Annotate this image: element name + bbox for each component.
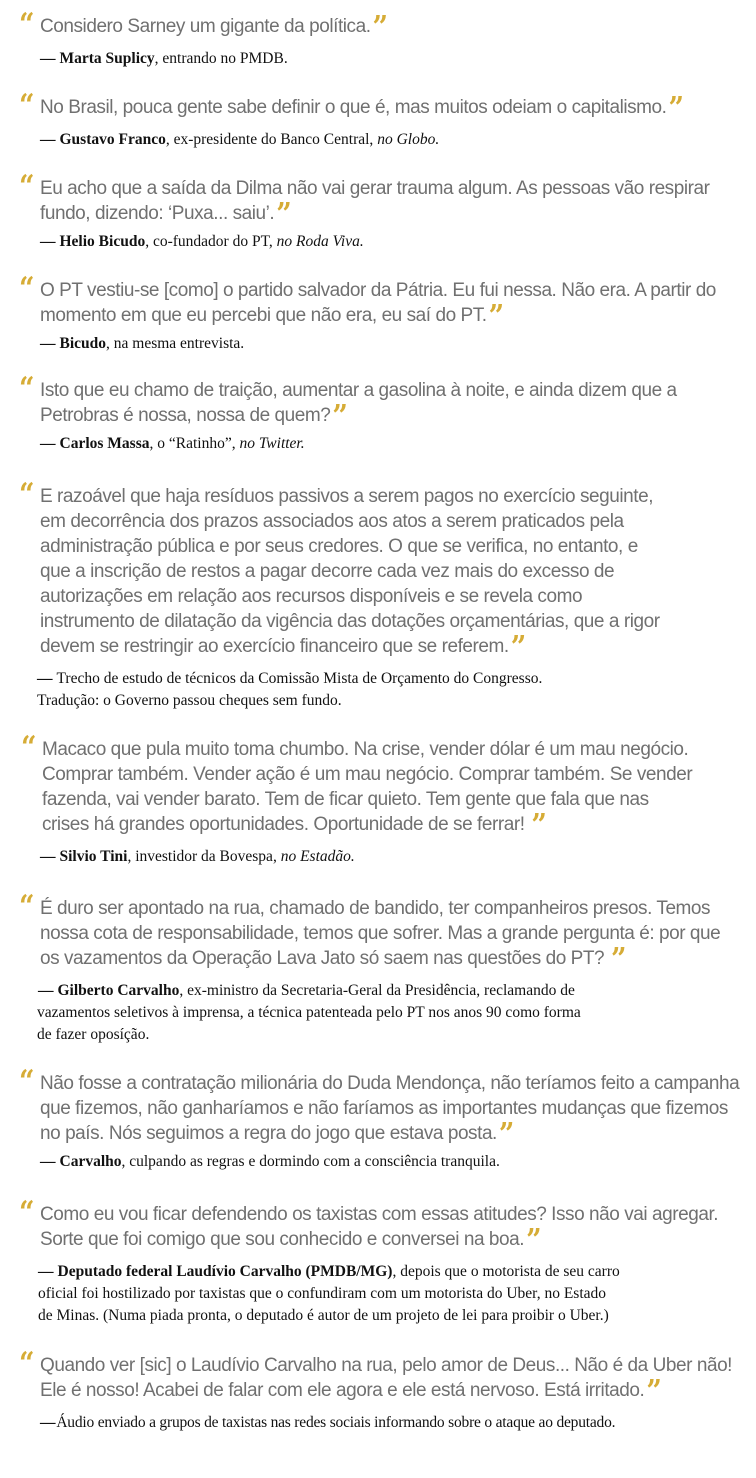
attribution — [0, 668, 756, 712]
attribution-line: de Minas. (Numa piada pronta, o deputado é autor de um projeto de lei para proibir o Uber.) — [38, 1307, 609, 1324]
attribution-detail: , ex-ministro da Secretaria-Geral da Presidência, reclamando de — [179, 982, 575, 999]
quote-body: Macaco que pula muito toma chumbo. Na crise, vender dólar é um mau negócio. Comprar também. Vender ação é um mau negócio. Comprar também. Se vender fazenda, vai vender barato. Tem de ficar quieto. Tem gente que fala que nas crises há grandes oportunidades. Oportunidade de se ferrar! — [42, 739, 693, 835]
quote-body: Isto que eu chamo de traição, aumentar a gasolina à noite, e ainda dizem que a Petrobras é nossa, nossa de quem? — [40, 380, 677, 426]
attribution-detail: , depois que o motorista de seu carro — [392, 1263, 620, 1280]
quote-text — [0, 477, 756, 665]
attribution — [0, 433, 756, 455]
close-quote-mark: ” — [611, 942, 627, 977]
quote-item — [0, 371, 756, 455]
attribution-author: Carlos Massa — [59, 435, 150, 452]
open-quote-mark: “ — [19, 371, 35, 406]
attribution-source: no Globo. — [377, 131, 440, 148]
open-quote-mark: “ — [19, 889, 35, 924]
quote-text — [0, 730, 756, 843]
open-quote-mark: “ — [19, 88, 35, 123]
attribution — [0, 231, 756, 253]
attribution — [0, 846, 756, 868]
quote-body: Eu acho que a saída da Dilma não vai gerar trauma algum. As pessoas vão respirar fundo, dizendo: ‘Puxa... saiu’. — [40, 178, 710, 224]
attribution-dash: — — [40, 435, 56, 452]
open-quote-mark: “ — [19, 477, 35, 512]
attribution-detail: , ex-presidente do Banco Central, — [165, 131, 378, 148]
quote-item — [0, 7, 756, 70]
close-quote-mark: ” — [498, 1117, 514, 1152]
attribution-dash: — — [40, 50, 56, 67]
close-quote-mark: ” — [510, 630, 526, 665]
attribution — [0, 129, 756, 151]
attribution-dash: — — [40, 335, 56, 352]
attribution-detail: , o “Ratinho”, — [149, 435, 240, 452]
open-quote-mark: “ — [19, 169, 35, 204]
quote-body: O PT vestiu-se [como] o partido salvador da Pátria. Eu fui nessa. Não era. A partir do momento em que eu percebi que não era, eu saí do PT. — [40, 280, 716, 326]
attribution-line — [38, 1261, 746, 1283]
attribution-detail: , na mesma entrevista. — [106, 335, 245, 352]
attribution-author: Gustavo Franco — [59, 131, 166, 148]
close-quote-mark: ” — [488, 299, 504, 334]
quote-body: Considero Sarney um gigante da política. — [40, 16, 371, 37]
quote-text — [0, 1064, 756, 1152]
attribution-author: Carvalho — [59, 1153, 122, 1170]
quote-text — [0, 889, 756, 977]
attribution-line: de fazer oposíção. — [37, 1026, 150, 1043]
open-quote-mark: “ — [21, 730, 37, 765]
attribution-detail: , investidor da Bovespa, — [127, 848, 281, 865]
quote-item — [0, 730, 756, 868]
attribution-dash: — — [40, 233, 56, 250]
open-quote-mark: “ — [19, 271, 35, 306]
attribution-author: Silvio Tini — [59, 848, 128, 865]
quote-body: No Brasil, pouca gente sabe definir o que é, mas muitos odeiam o capitalismo. — [40, 97, 667, 118]
attribution-dash: — — [40, 1153, 56, 1170]
close-quote-mark: ” — [526, 1223, 542, 1258]
quote-text — [0, 271, 756, 334]
close-quote-mark: ” — [276, 197, 292, 232]
quote-body: É duro ser apontado na rua, chamado de bandido, ter companheiros presos. Temos nossa cota de responsabilidade, temos que sofrer. Mas a grande pergunta é: por que os vazamentos da Operação Lava Jato só saem nas questões do PT? — [40, 898, 721, 969]
attribution-line: vazamentos seletivos à imprensa, a técnica patenteada pelo PT nos anos 90 como forma — [37, 1004, 581, 1021]
attribution-detail: Áudio enviado a grupos de taxistas nas redes sociais informando sobre o ataque ao deputado. — [56, 1414, 616, 1431]
close-quote-mark: ” — [646, 1374, 662, 1409]
attribution-author: Gilberto Carvalho — [57, 982, 180, 999]
quote-text — [0, 1346, 756, 1409]
attribution — [0, 48, 756, 70]
attribution — [0, 1261, 756, 1327]
attribution — [0, 1412, 756, 1434]
quote-item — [0, 1064, 756, 1173]
quote-item — [0, 889, 756, 1046]
attribution-line — [38, 980, 746, 1002]
close-quote-mark: ” — [668, 91, 684, 126]
open-quote-mark: “ — [19, 1346, 35, 1381]
attribution — [0, 1151, 756, 1173]
quote-item — [0, 271, 756, 355]
attribution-line: Tradução: o Governo passou cheques sem fundo. — [37, 692, 342, 709]
attribution-dash: — — [40, 1414, 56, 1431]
open-quote-mark: “ — [19, 7, 35, 42]
attribution-author: Deputado federal Laudívio Carvalho (PMDB/MG) — [57, 1263, 393, 1280]
quote-body: E razoável que haja resíduos passivos a serem pagos no exercício seguinte, em decorrência dos prazos associados aos atos a serem praticados pela administração pública e por seus credores. O que se verifica, no entanto, e que a inscrição de restos a pagar decorre cada vez mais do excesso de autorizações em relação aos recursos disponíveis e se revela como instrumento de dilatação da vigência das dotações orçamentárias, que a rigor devem se restringir ao exercício financeiro que se referem. — [40, 486, 660, 657]
attribution-dash: — — [38, 982, 54, 999]
attribution-detail: , entrando no PMDB. — [154, 50, 288, 67]
attribution-line — [37, 668, 746, 690]
quote-item — [0, 88, 756, 151]
attribution — [0, 980, 756, 1046]
quote-body: Como eu vou ficar defendendo os taxistas com essas atitudes? Isso não vai agregar. Sorte que foi comigo que sou conhecido e conversei na boa. — [40, 1204, 719, 1250]
attribution-detail: , culpando as regras e dormindo com a consciência tranquila. — [121, 1153, 500, 1170]
quote-body: Quando ver [sic] o Laudívio Carvalho na rua, pelo amor de Deus... Não é da Uber não! Ele é nosso! Acabei de falar com ele agora e ele está nervoso. Está irritado. — [40, 1355, 733, 1401]
open-quote-mark: “ — [19, 1195, 35, 1230]
close-quote-mark: ” — [372, 10, 388, 45]
attribution-source: no Roda Viva. — [276, 233, 364, 250]
open-quote-mark: “ — [19, 1064, 35, 1099]
quote-text — [0, 371, 756, 434]
attribution-dash: — — [40, 848, 56, 865]
quote-item — [0, 1346, 756, 1434]
attribution-author: Marta Suplicy — [59, 50, 155, 67]
close-quote-mark: ” — [531, 808, 547, 843]
attribution-author: Helio Bicudo — [59, 233, 146, 250]
quote-body: Não fosse a contratação milionária do Duda Mendonça, não teríamos feito a campanha que fizemos, não ganharíamos e não faríamos as importantes mudanças que fizemos no país. Nós seguimos a regra do jogo que estava posta. — [40, 1073, 740, 1144]
quote-item — [0, 477, 756, 712]
attribution-dash: — — [38, 1263, 54, 1280]
quote-text — [0, 169, 756, 232]
close-quote-mark: ” — [332, 399, 348, 434]
quote-text — [0, 88, 756, 126]
attribution — [0, 333, 756, 355]
attribution-line: oficial foi hostilizado por taxistas que o confundiram com um motorista do Uber, no Estado — [38, 1285, 607, 1302]
quote-text — [0, 1195, 756, 1258]
quote-item — [0, 1195, 756, 1327]
attribution-detail: Trecho de estudo de técnicos da Comissão Mista de Orçamento do Congresso. — [56, 670, 543, 687]
quote-text — [0, 7, 756, 45]
attribution-dash: — — [40, 131, 56, 148]
attribution-dash: — — [37, 670, 53, 687]
attribution-detail: , co-fundador do PT, — [145, 233, 277, 250]
attribution-source: no Twitter. — [239, 435, 305, 452]
attribution-author: Bicudo — [59, 335, 107, 352]
quote-item — [0, 169, 756, 253]
attribution-source: no Estadão. — [280, 848, 355, 865]
